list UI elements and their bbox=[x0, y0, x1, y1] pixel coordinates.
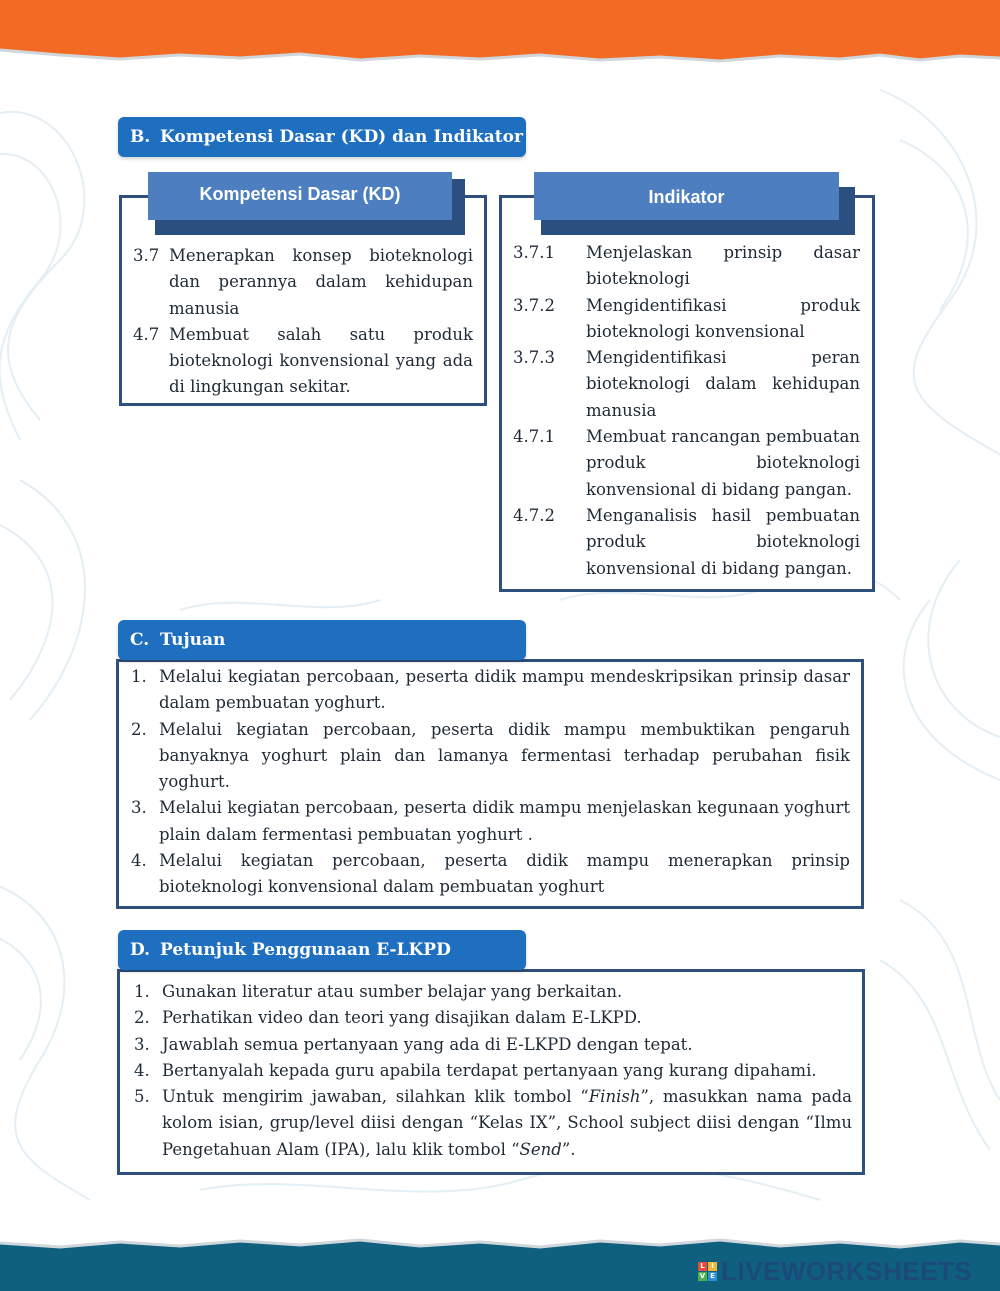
section-d-header bbox=[118, 930, 526, 970]
petunjuk-item-text: Bertanyalah kepada guru apabila terdapat pertanyaan yang kurang dipahami. bbox=[162, 1060, 817, 1080]
indikator-item-number: 3.7.1 bbox=[513, 243, 555, 262]
petunjuk-item-text: Jawablah semua pertanyaan yang ada di E-LKPD dengan tepat. bbox=[162, 1034, 693, 1054]
kd-item-number: 4.7 bbox=[133, 324, 160, 344]
kd-item bbox=[133, 243, 473, 322]
logo-letter: V bbox=[699, 1271, 706, 1280]
indikator-item-number: 3.7.3 bbox=[513, 348, 555, 368]
indikator-item-number: 4.7.1 bbox=[513, 427, 555, 447]
petunjuk-item bbox=[134, 979, 852, 1005]
kd-list bbox=[133, 243, 473, 401]
section-c-letter: C. bbox=[130, 630, 150, 650]
petunjuk-item-number: 5. bbox=[134, 1087, 150, 1107]
section-b-letter: B. bbox=[130, 127, 151, 147]
liveworksheets-logo-text: LIVEWORKSHEETS bbox=[721, 1256, 973, 1286]
tujuan-item-number: 3. bbox=[131, 798, 147, 818]
liveworksheets-logo-icon bbox=[698, 1262, 717, 1281]
indikator-item bbox=[513, 424, 860, 503]
logo-letter: I bbox=[708, 1262, 717, 1271]
indikator-item-text: Menjelaskan prinsip dasar bioteknologi bbox=[586, 243, 860, 289]
kd-item-text: Membuat salah satu produk bioteknologi konvensional yang ada di lingkungan sekitar. bbox=[169, 324, 473, 397]
indikator-item-number: 4.7.2 bbox=[513, 505, 555, 525]
indikator-tab bbox=[534, 172, 839, 220]
indikator-list bbox=[513, 240, 860, 582]
logo-letter: L bbox=[698, 1262, 707, 1271]
indikator-item-number: 3.7.2 bbox=[513, 295, 555, 315]
indikator-item bbox=[513, 293, 860, 346]
petunjuk-item bbox=[134, 1005, 852, 1031]
tujuan-item-text: Melalui kegiatan percobaan, peserta didik mampu membuktikan pengaruh banyaknya yoghurt plain dan lamanya fermentasi terhadap perubahan fisik yoghurt. bbox=[159, 719, 850, 792]
tujuan-item-text: Melalui kegiatan percobaan, peserta didik mampu mendeskripsikan prinsip dasar dalam pembuatan yoghurt. bbox=[159, 667, 850, 713]
petunjuk-item-number: 1. bbox=[134, 982, 150, 1001]
petunjuk-item-number: 2. bbox=[134, 1008, 150, 1028]
section-b-title: Kompetensi Dasar (KD) dan Indikator bbox=[160, 127, 523, 147]
finish-word: Finish bbox=[588, 1087, 641, 1107]
indikator-tab-label: Indikator bbox=[648, 187, 725, 207]
petunjuk-item-text: Perhatikan video dan teori yang disajikan dalam E-LKPD. bbox=[162, 1008, 642, 1028]
section-d-title: Petunjuk Penggunaan E-LKPD bbox=[160, 940, 451, 960]
indikator-item-text: Membuat rancangan pembuatan produk bioteknologi konvensional di bidang pangan. bbox=[586, 427, 860, 499]
item5-part2: ”, masukkan nama pada kolom isian, grup/level diisi dengan “Kelas IX”, School subject diisi dengan “Ilmu Pengetahuan Alam (IPA), lalu klik tombol “ bbox=[162, 1087, 853, 1159]
petunjuk-item bbox=[134, 1032, 852, 1058]
indikator-item bbox=[513, 503, 860, 582]
section-c-header bbox=[118, 620, 526, 660]
logo-letter: E bbox=[708, 1272, 717, 1281]
indikator-item-text: Mengidentifikasi produk bioteknologi konvensional bbox=[586, 295, 860, 341]
petunjuk-item bbox=[134, 1058, 852, 1084]
indikator-item-text: Menganalisis hasil pembuatan produk bioteknologi konvensional di bidang pangan. bbox=[586, 505, 860, 578]
tujuan-item bbox=[131, 717, 850, 796]
tujuan-item-number: 2. bbox=[131, 719, 147, 739]
kd-item bbox=[133, 322, 473, 401]
indikator-item bbox=[513, 240, 860, 293]
petunjuk-item-number: 3. bbox=[134, 1034, 150, 1054]
kd-tab bbox=[148, 172, 452, 220]
tujuan-item-text: Melalui kegiatan percobaan, peserta didik mampu menerapkan prinsip bioteknologi konvensional dalam pembuatan yoghurt bbox=[159, 851, 850, 897]
tujuan-item-number: 1. bbox=[131, 667, 147, 686]
petunjuk-item-text: Gunakan literatur atau sumber belajar yang berkaitan. bbox=[162, 982, 623, 1001]
item5-part1: Untuk mengirim jawaban, silahkan klik tombol “ bbox=[162, 1087, 589, 1107]
petunjuk-list bbox=[134, 979, 852, 1163]
section-c-title: Tujuan bbox=[160, 630, 226, 650]
section-d-letter: D. bbox=[130, 940, 151, 960]
tujuan-list bbox=[131, 664, 850, 901]
petunjuk-item-number: 4. bbox=[134, 1060, 150, 1080]
indikator-item bbox=[513, 345, 860, 424]
petunjuk-item-5 bbox=[134, 1084, 852, 1163]
kd-item-number: 3.7 bbox=[133, 246, 160, 265]
indikator-item-text: Mengidentifikasi peran bioteknologi dalam kehidupan manusia bbox=[586, 348, 860, 420]
tujuan-item bbox=[131, 795, 850, 848]
tujuan-item bbox=[131, 848, 850, 901]
item5-part3: ”. bbox=[561, 1139, 576, 1159]
liveworksheets-logo[interactable] bbox=[698, 1257, 972, 1285]
tujuan-item bbox=[131, 664, 850, 717]
top-orange-band bbox=[0, 0, 1000, 70]
send-word: Send bbox=[519, 1139, 562, 1159]
kd-item-text: Menerapkan konsep bioteknologi dan perannya dalam kehidupan manusia bbox=[169, 246, 473, 318]
section-b-header bbox=[118, 117, 526, 157]
petunjuk-item-text bbox=[134, 1084, 852, 1163]
tujuan-item-number: 4. bbox=[131, 851, 147, 871]
tujuan-item-text: Melalui kegiatan percobaan, peserta didik mampu menjelaskan kegunaan yoghurt plain dalam fermentasi pembuatan yoghurt . bbox=[159, 798, 850, 844]
kd-tab-label: Kompetensi Dasar (KD) bbox=[199, 184, 401, 204]
